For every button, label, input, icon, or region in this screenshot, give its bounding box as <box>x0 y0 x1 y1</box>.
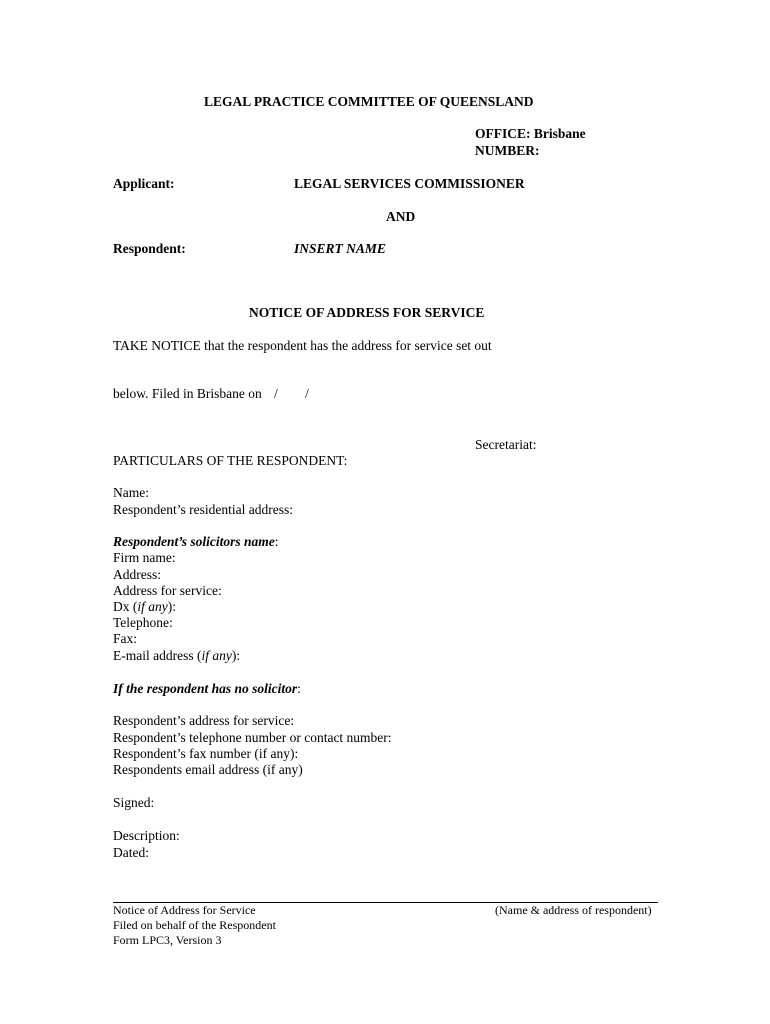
address-for-service-label: Address for service: <box>113 583 222 598</box>
email-suffix: ): <box>231 648 241 663</box>
respondent-value: INSERT NAME <box>294 241 386 256</box>
and-separator: AND <box>386 209 416 224</box>
footer-line-2: Filed on behalf of the Respondent <box>113 918 276 932</box>
respondent-telephone-label: Respondent’s telephone number or contact number: <box>113 730 392 745</box>
applicant-label: Applicant: <box>113 176 175 191</box>
footer-line-3: Form LPC3, Version 3 <box>113 933 222 947</box>
description-label: Description: <box>113 828 180 843</box>
email-label <box>113 648 240 664</box>
address-label: Address: <box>113 567 161 582</box>
dx-label <box>113 599 176 615</box>
notice-title: NOTICE OF ADDRESS FOR SERVICE <box>249 305 485 320</box>
applicant-value: LEGAL SERVICES COMMISSIONER <box>294 176 525 191</box>
dx-prefix: Dx ( <box>113 599 138 614</box>
footer-right: (Name & address of respondent) <box>495 903 652 917</box>
respondent-email-label: Respondents email address (if any) <box>113 762 303 777</box>
solicitors-heading-text: Respondent’s solicitors name <box>113 534 275 549</box>
committee-title: LEGAL PRACTICE COMMITTEE OF QUEENSLAND <box>204 94 534 109</box>
name-field-label: Name: <box>113 485 149 500</box>
dx-suffix: ): <box>167 599 176 614</box>
respondent-fax-label: Respondent’s fax number (if any): <box>113 746 299 761</box>
signed-label: Signed: <box>113 795 155 810</box>
no-solicitor-heading-text: If the respondent has no solicitor <box>113 681 298 696</box>
no-solicitor-heading-colon: : <box>297 681 301 696</box>
date-slash-1: / <box>274 386 278 401</box>
secretariat-label: Secretariat: <box>475 437 537 452</box>
notice-line-2: below. Filed in Brisbane on <box>113 386 262 401</box>
date-slash-2: / <box>305 386 309 401</box>
respondent-service-address-label: Respondent’s address for service: <box>113 713 295 728</box>
residential-address-label: Respondent’s residential address: <box>113 502 293 517</box>
number-label: NUMBER: <box>475 143 540 158</box>
particulars-heading: PARTICULARS OF THE RESPONDENT: <box>113 453 348 468</box>
notice-line-1: TAKE NOTICE that the respondent has the address for service set out <box>113 338 492 353</box>
respondent-label: Respondent: <box>113 241 186 256</box>
telephone-label: Telephone: <box>113 615 173 630</box>
firm-name-label: Firm name: <box>113 550 176 565</box>
footer-line-1: Notice of Address for Service <box>113 903 256 917</box>
dated-label: Dated: <box>113 845 149 860</box>
no-solicitor-heading <box>113 681 301 697</box>
email-prefix: E-mail address ( <box>113 648 202 663</box>
email-italic: if any <box>201 648 232 663</box>
office-label: OFFICE: Brisbane <box>475 126 586 141</box>
dx-italic: if any <box>137 599 168 614</box>
solicitors-heading-colon: : <box>274 534 279 549</box>
solicitors-heading <box>113 534 279 550</box>
fax-label: Fax: <box>113 631 138 646</box>
